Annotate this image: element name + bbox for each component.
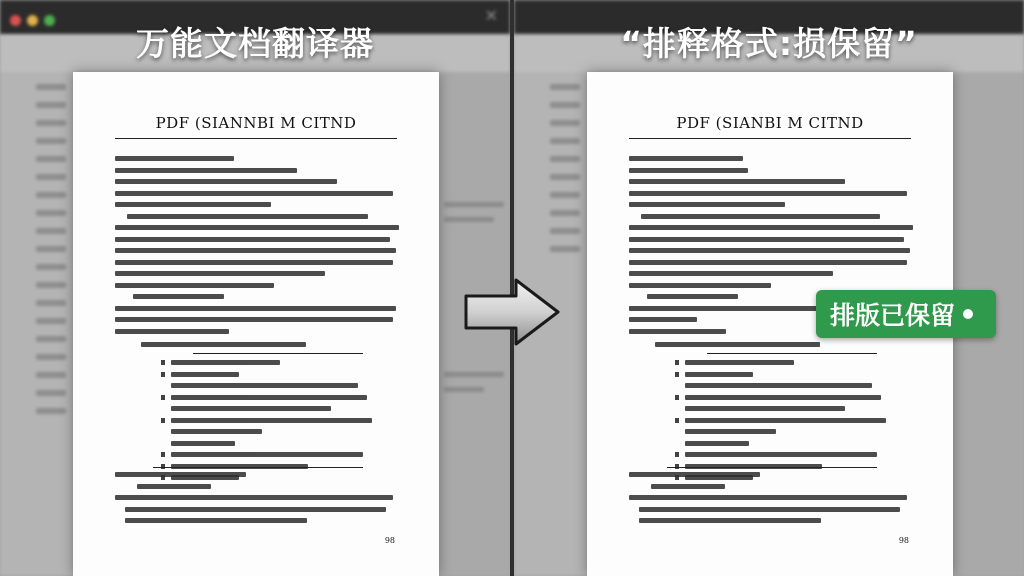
close-icon[interactable]: ✕ <box>484 6 498 25</box>
headline: 万能文档翻译器 <box>136 24 374 63</box>
layout-preserved-badge <box>816 290 996 338</box>
document-title: PDF (SIANNBI M CITND <box>155 114 357 132</box>
text-block <box>115 156 399 340</box>
footnote-block <box>115 472 399 530</box>
headline: “排释格式:损保留” <box>620 24 918 63</box>
before-panel <box>0 0 510 576</box>
list-rule <box>193 353 363 354</box>
list-heading <box>141 342 399 354</box>
list-rule <box>707 353 877 354</box>
document-title: PDF (SIANBI M CITND <box>676 114 864 132</box>
page-number: 98 <box>898 536 909 545</box>
list-heading <box>655 342 913 354</box>
footnote-block <box>629 472 913 530</box>
title-rule <box>629 138 911 139</box>
page-number: 98 <box>384 536 395 545</box>
right-arrow-icon <box>462 276 562 348</box>
list-end-rule <box>153 467 363 468</box>
pdf-page-original <box>73 72 439 576</box>
list-end-rule <box>667 467 877 468</box>
app-sidebar <box>0 72 74 576</box>
title-rule <box>115 138 397 139</box>
badge-label: 排版已保留 <box>830 301 956 330</box>
badge-dot-icon <box>963 309 973 319</box>
after-panel <box>514 0 1024 576</box>
